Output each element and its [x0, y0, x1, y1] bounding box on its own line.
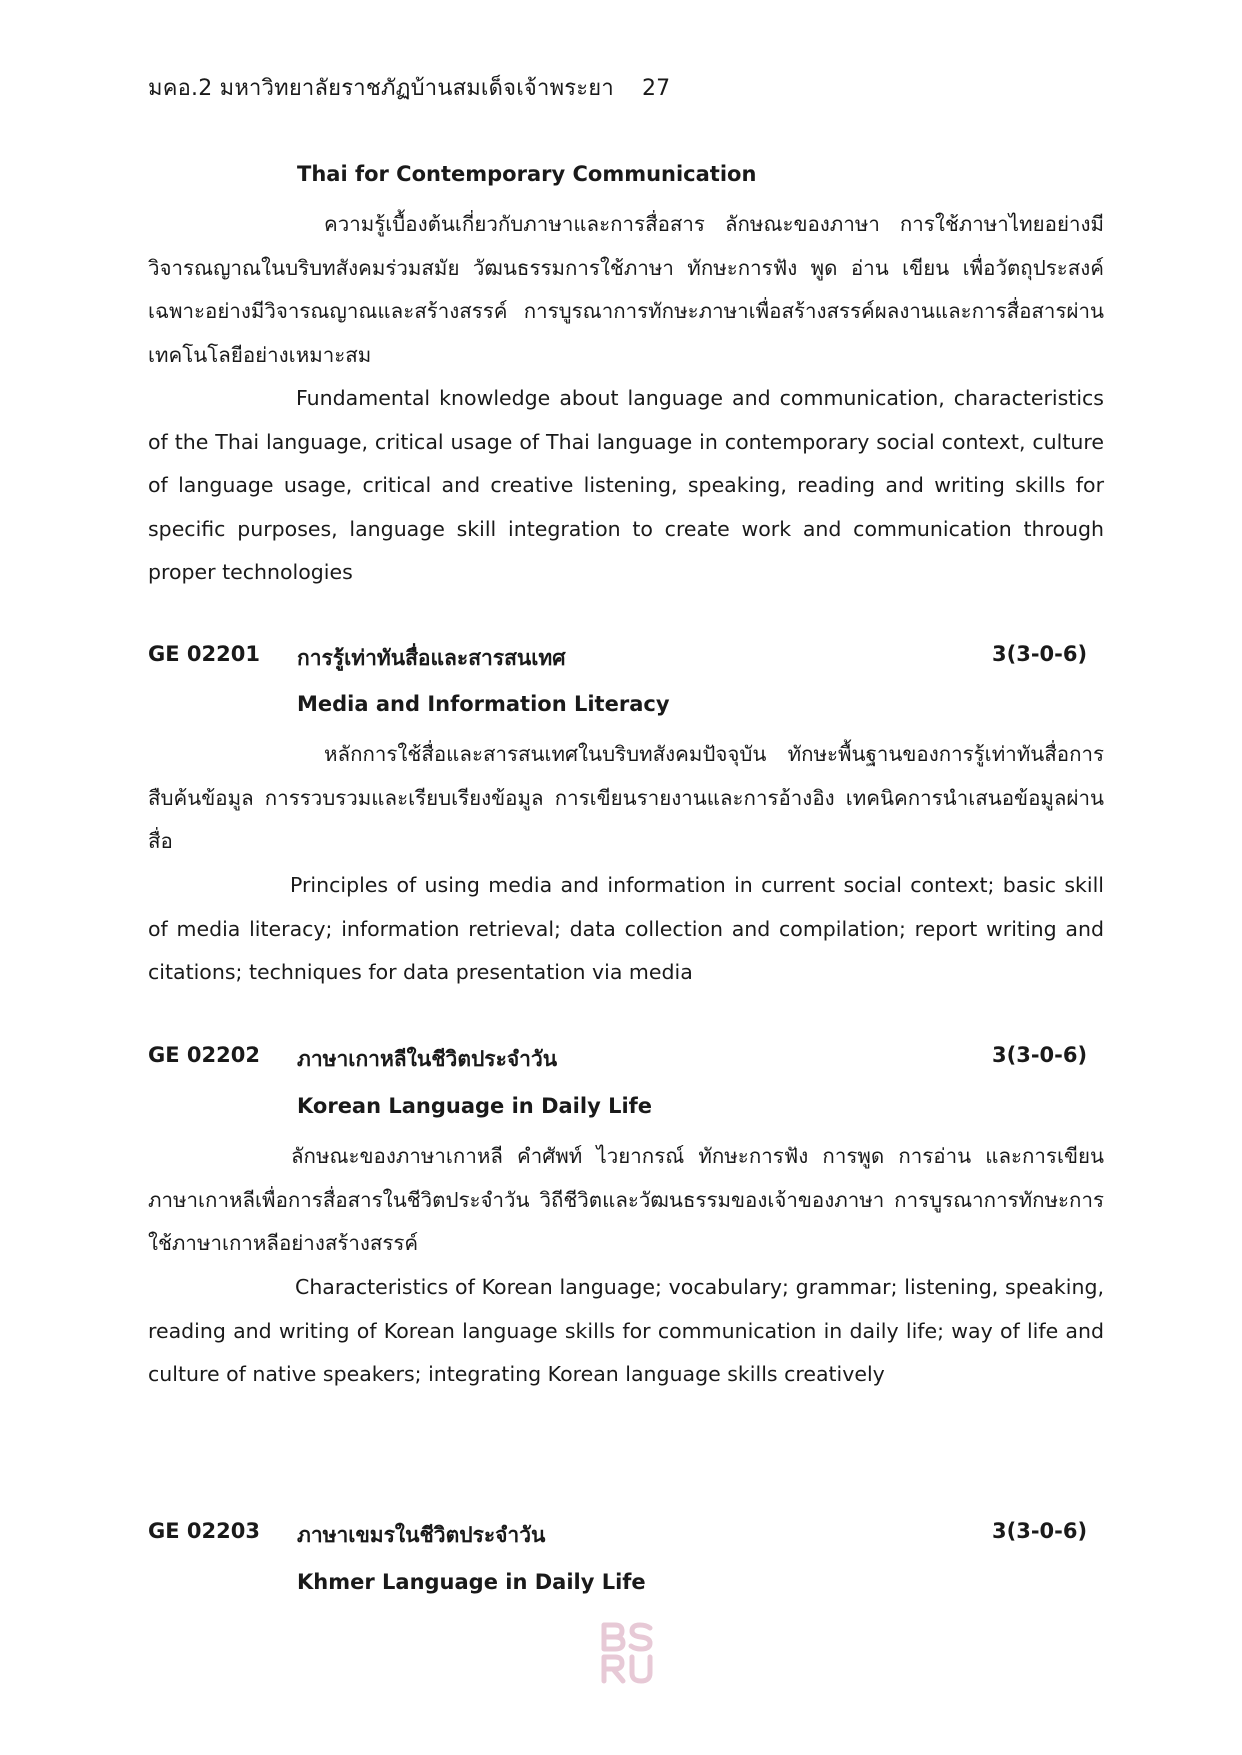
course-title-en: Korean Language in Daily Life [297, 1094, 653, 1118]
course-title-th: ภาษาเขมรในชีวิตประจำวัน [297, 1523, 546, 1547]
course-title-th: ภาษาเกาหลีในชีวิตประจำวัน [297, 1047, 558, 1071]
course-description-en: Fundamental knowledge about language and communication, characteristics of the Thai language, critical usage of Thai language in contemporary social context, culture of language usage, critical and creative listening, speaking, reading and writing skills for specific purposes, language skill integration to create work and communication through proper technologies [148, 386, 1104, 585]
course-title-en: Khmer Language in Daily Life [297, 1570, 646, 1594]
course-description-th: หลักการใช้สื่อและสารสนเทศในบริบทสังคมปัจจุบัน ทักษะพื้นฐานของการรู้เท่าทันสื่อการสืบค้นข้อมูล การรวบรวมและเรียบเรียงข้อมูล การเขียนรายงานและการอ้างอิง เทคนิคการนำเสนอข้อมูลผ่านสื่อ [148, 742, 1104, 854]
page-header [148, 70, 670, 105]
course-code: GE 02202 [148, 1043, 260, 1067]
course-description-en: Characteristics of Korean language; vocabulary; grammar; listening, speaking, reading and writing of Korean language skills for communication in daily life; way of life and culture of native speakers; integrating Korean language skills creatively [148, 1275, 1104, 1387]
bsru-watermark-logo [599, 1622, 655, 1684]
course-title-en: Thai for Contemporary Communication [297, 162, 757, 186]
course-code: GE 02201 [148, 642, 260, 666]
course-credits: 3(3-0-6) [992, 1519, 1088, 1543]
course-title-th: การรู้เท่าทันสื่อและสารสนเทศ [297, 646, 566, 670]
course-credits: 3(3-0-6) [992, 1043, 1088, 1067]
course-description-th: ลักษณะของภาษาเกาหลี คำศัพท์ ไวยากรณ์ ทักษะการฟัง การพูด การอ่าน และการเขียนภาษาเกาหลีเพื่อการสื่อสารในชีวิตประจำวัน วิถีชีวิตและวัฒนธรรมของเจ้าของภาษา การบูรณาการทักษะการใช้ภาษาเกาหลีอย่างสร้างสรรค์ [148, 1144, 1104, 1256]
course-code: GE 02203 [148, 1519, 260, 1543]
course-credits: 3(3-0-6) [992, 642, 1088, 666]
course-title-en: Media and Information Literacy [297, 692, 670, 716]
course-description-en: Principles of using media and information in current social context; basic skill of media literacy; information retrieval; data collection and compilation; report writing and citations; techniques for data presentation via media [148, 873, 1104, 985]
page-number: 27 [641, 76, 671, 101]
course-description-th: ความรู้เบื้องต้นเกี่ยวกับภาษาและการสื่อสาร ลักษณะของภาษา การใช้ภาษาไทยอย่างมีวิจารณญาณในบริบทสังคมร่วมสมัย วัฒนธรรมการใช้ภาษา ทักษะการฟัง พูด อ่าน เขียน เพื่อวัตถุประสงค์เฉพาะอย่างมีวิจารณญาณและสร้างสรรค์ การบูรณาการทักษะภาษาเพื่อสร้างสรรค์ผลงานและการสื่อสารผ่านเทคโนโลยีอย่างเหมาะสม [148, 212, 1104, 367]
header-text: มคอ.2 มหาวิทยาลัยราชภัฏบ้านสมเด็จเจ้าพระยา [148, 76, 614, 101]
